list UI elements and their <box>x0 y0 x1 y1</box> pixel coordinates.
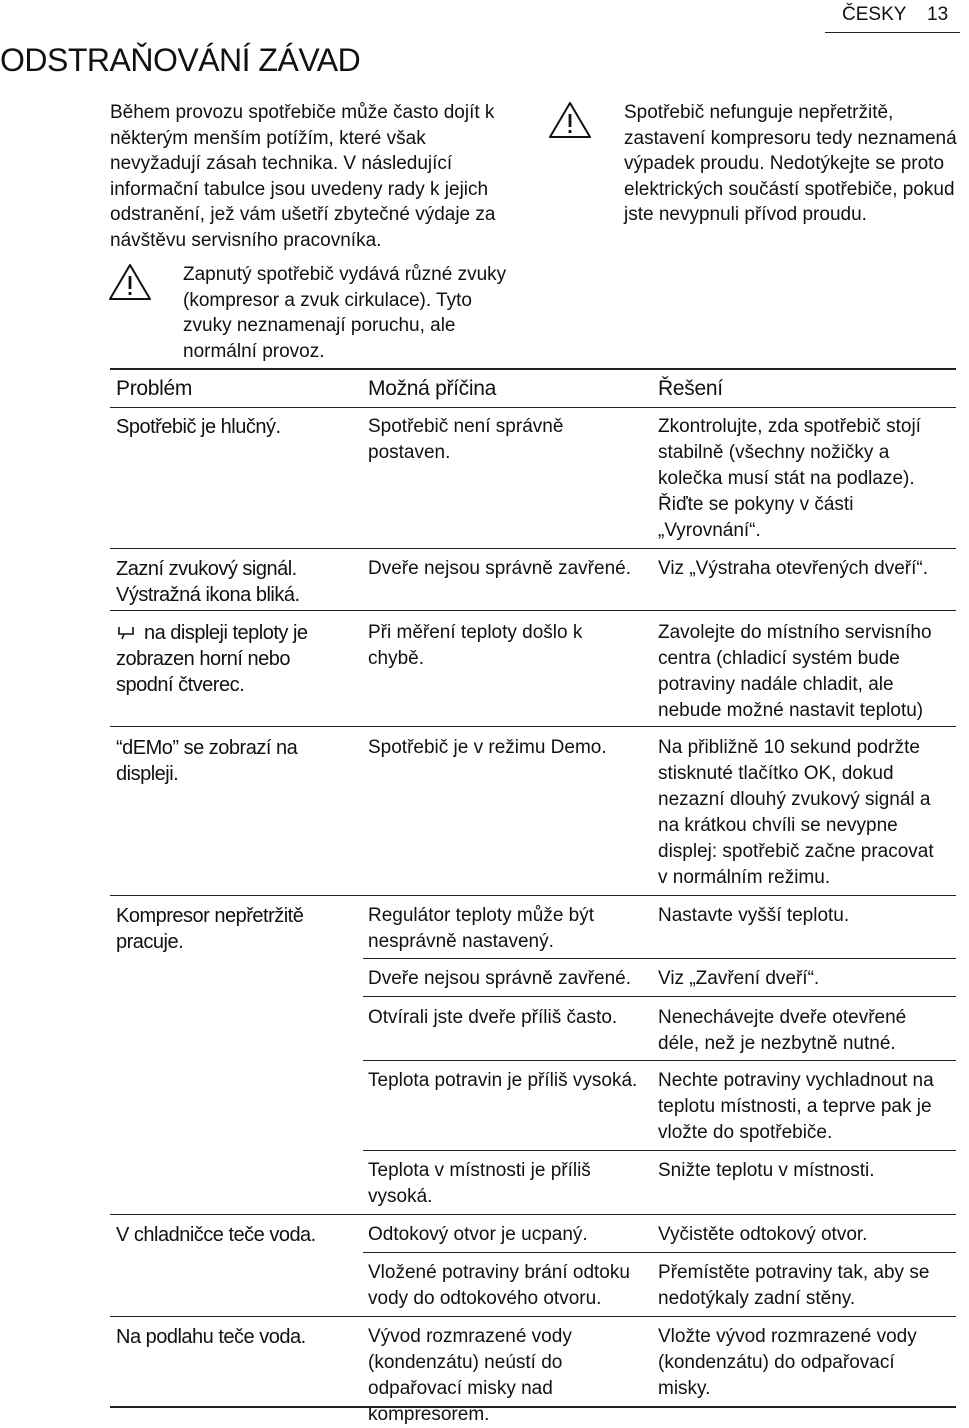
cause-cell: Vývod rozmrazené vody (kondenzátu) neústí do odpařovací misky nad kompresorem. <box>368 1326 572 1425</box>
display-square-icon <box>116 625 136 641</box>
row-divider <box>363 958 956 959</box>
cause-cell: Spotřebič je v režimu Demo. <box>368 737 607 758</box>
column-header-cause: Možná příčina <box>368 377 496 400</box>
solution-cell: Zavolejte do místního servisního centra (chladicí systém bude potraviny nadále chladit, ale nebude možné nastavit teplotu) <box>658 622 932 721</box>
cause-cell: Vložené potraviny brání odtoku vody do odtokového otvoru. <box>368 1262 630 1309</box>
warning-text: Zapnutý spotřebič vydává různé zvuky (kompresor a zvuk cirkulace). Tyto zvuky neznamenají poruchu, ale normální provoz. <box>183 264 507 362</box>
solution-cell: Nastavte vyšší teplotu. <box>658 905 850 926</box>
cause-cell: Spotřebič není správně postaven. <box>368 416 564 463</box>
cause-cell: Odtokový otvor je ucpaný. <box>368 1224 588 1245</box>
row-divider <box>363 1150 956 1151</box>
problem-cell: V chladničce teče voda. <box>116 1224 316 1246</box>
row-divider <box>110 610 956 611</box>
problem-cell: Na podlahu teče voda. <box>116 1326 306 1348</box>
row-divider <box>110 895 956 896</box>
table-header <box>110 368 956 408</box>
warning-triangle-icon <box>108 262 152 302</box>
cause-cell: Otvírali jste dveře příliš často. <box>368 1007 618 1028</box>
warning-note-compressor <box>548 100 969 228</box>
row-divider <box>110 726 956 727</box>
problem-cell: “dEMo” se zobrazí na displeji. <box>116 737 298 785</box>
header-language: ČESKY <box>842 4 907 25</box>
cause-cell: Dveře nejsou správně zavřené. <box>368 968 631 989</box>
problem-cell: Zazní zvukový signál. Výstražná ikona bliká. <box>116 558 300 606</box>
cause-cell: Teplota potravin je příliš vysoká. <box>368 1070 638 1091</box>
solution-cell: Přemístěte potraviny tak, aby se nedotýkaly zadní stěny. <box>658 1262 930 1309</box>
cause-cell: Při měření teploty došlo k chybě. <box>368 622 583 669</box>
problem-cell: Spotřebič je hlučný. <box>116 416 281 438</box>
cause-cell: Teplota v místnosti je příliš vysoká. <box>368 1160 591 1207</box>
solution-cell: Vložte vývod rozmrazené vody (kondenzátu) do odpařovací misky. <box>658 1326 917 1399</box>
row-divider <box>363 1252 956 1253</box>
row-divider <box>110 1214 956 1215</box>
row-divider <box>363 996 956 997</box>
solution-cell: Na přibližně 10 sekund podržte stisknuté tlačítko OK, dokud nezazní dlouhý zvukový signál a na krátkou chvíli se nevypne displej: spotřebič začne pracovat v normálním režimu. <box>658 737 934 888</box>
page-number: 13 <box>927 4 949 25</box>
header-rule <box>825 32 960 33</box>
solution-cell: Nechte potraviny vychladnout na teplotu místnosti, a teprve pak je vložte do spotřebiče. <box>658 1070 934 1143</box>
intro-paragraph: Během provozu spotřebiče může často dojít k některým menším potížím, které však nevyžadují zásah technika. V následující informační tabulce jsou uvedeny rady k jejich odstranění, jež vám ušetří zbytečné výdaje za návštěvu servisního pracovníka. <box>110 102 496 251</box>
cause-cell: Regulátor teploty může být nesprávně nastavený. <box>368 905 595 952</box>
solution-cell: Vyčistěte odtokový otvor. <box>658 1224 868 1245</box>
page-title: ODSTRAŇOVÁNÍ ZÁVAD <box>0 42 361 78</box>
row-divider <box>110 1316 956 1317</box>
row-divider <box>110 548 956 549</box>
solution-cell: Viz „Výstraha otevřených dveří“. <box>658 558 928 579</box>
column-header-solution: Řešení <box>658 377 723 400</box>
solution-cell: Viz „Zavření dveří“. <box>658 968 820 989</box>
solution-cell: Nenechávejte dveře otevřené déle, než je nezbytně nutné. <box>658 1007 907 1054</box>
column-header-problem: Problém <box>116 377 193 400</box>
warning-note-noise <box>108 262 513 364</box>
problem-cell: Kompresor nepřetržitě pracuje. <box>116 905 304 953</box>
warning-triangle-icon <box>548 100 592 140</box>
cause-cell: Dveře nejsou správně zavřené. <box>368 558 631 579</box>
solution-cell: Zkontrolujte, zda spotřebič stojí stabilně (všechny nožičky a kolečka musí stát na podlaze). Řiďte se pokyny v části „Vyrovnání“. <box>658 416 921 541</box>
solution-cell: Snižte teplotu v místnosti. <box>658 1160 875 1181</box>
problem-text: na displeji teploty je zobrazen horní nebo spodní čtverec. <box>116 622 308 696</box>
table-bottom-rule <box>110 1406 956 1408</box>
warning-text: Spotřebič nefunguje nepřetržitě, zastavení kompresoru tedy neznamená výpadek proudu. Nedotýkejte se proto elektrických součástí spotřebiče, pokud jste nevypnuli přívod proudu. <box>624 102 957 225</box>
row-divider <box>363 1060 956 1061</box>
problem-cell <box>116 620 348 698</box>
